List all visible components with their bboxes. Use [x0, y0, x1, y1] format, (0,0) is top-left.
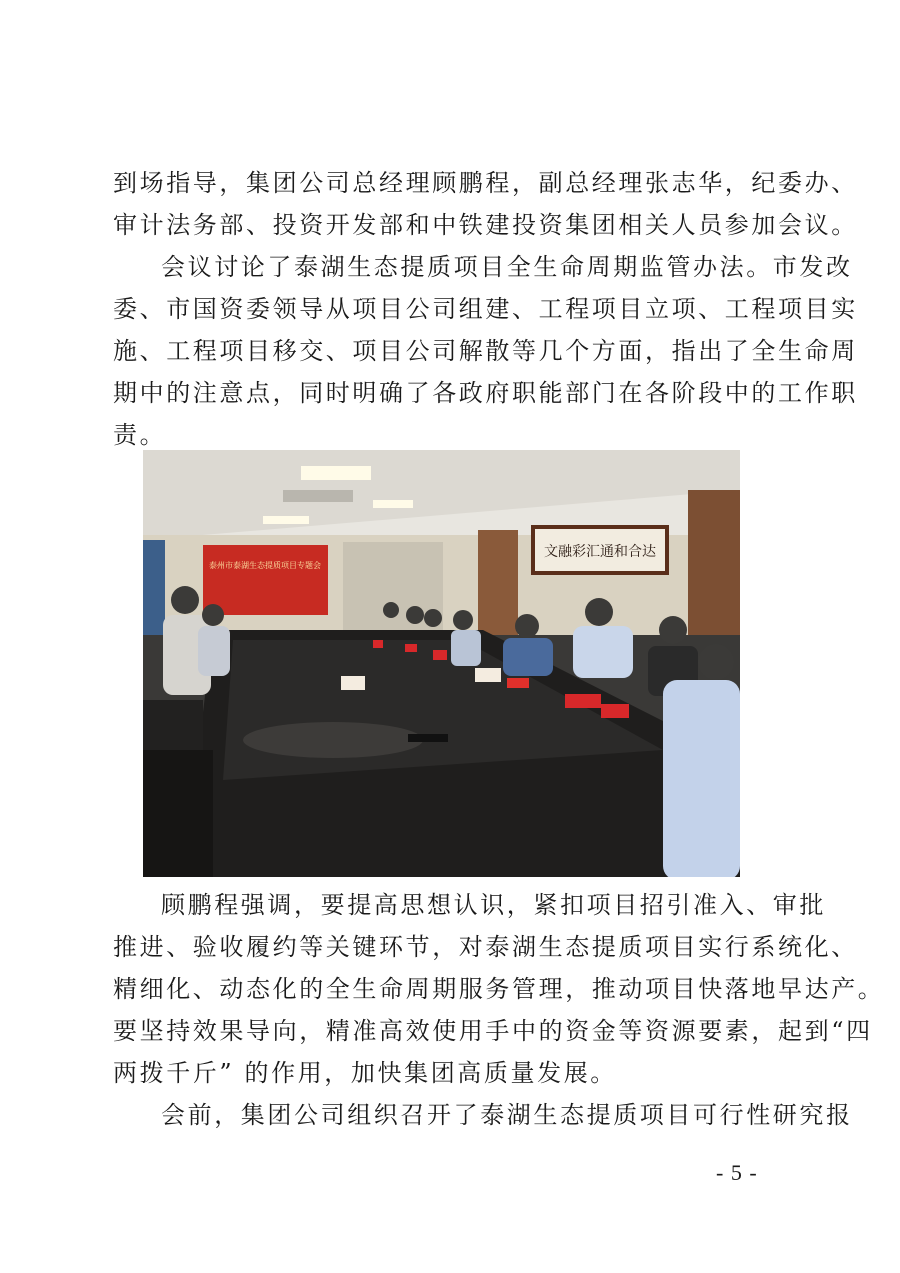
screen-title: 泰州市泰湖生态提质项目专题会	[209, 561, 321, 570]
text-line: 要坚持效果导向，精准高效使用手中的资金等资源要素，起到“四	[113, 1017, 873, 1045]
text-line: 会前，集团公司组织召开了泰湖生态提质项目可行性研究报	[161, 1101, 853, 1129]
text-line: 会议讨论了泰湖生态提质项目全生命周期监管办法。市发改	[161, 253, 853, 281]
meeting-photo	[143, 450, 740, 877]
text-line: 顾鹏程强调，要提高思想认识，紧扣项目招引准入、审批	[161, 891, 826, 919]
text-line: 到场指导，集团公司总经理顾鹏程，副总经理张志华，纪委办、	[113, 169, 858, 197]
text-line: 责。	[113, 421, 167, 449]
text-line: 两拨千斤” 的作用，加快集团高质量发展。	[113, 1059, 617, 1087]
text-line: 精细化、动态化的全生命周期服务管理，推动项目快落地早达产。	[113, 975, 885, 1003]
wall-plaque-text: 文融彩汇通和合达	[544, 544, 656, 560]
paragraph-pre-meeting	[113, 1094, 853, 1136]
paragraph-emphasis	[113, 884, 885, 1094]
text-line: 期中的注意点，同时明确了各政府职能部门在各阶段中的工作职	[113, 379, 858, 407]
page-number: - 5 -	[716, 1160, 758, 1185]
text-line: 施、工程项目移交、项目公司解散等几个方面，指出了全生命周	[113, 337, 858, 365]
paragraph-discussion	[113, 246, 858, 456]
text-line: 推进、验收履约等关键环节，对泰湖生态提质项目实行系统化、	[113, 933, 858, 961]
text-line: 委、市国资委领导从项目公司组建、工程项目立项、工程项目实	[113, 295, 858, 323]
text-line: 审计法务部、投资开发部和中铁建投资集团相关人员参加会议。	[113, 211, 858, 239]
paragraph-attendees	[113, 162, 858, 246]
